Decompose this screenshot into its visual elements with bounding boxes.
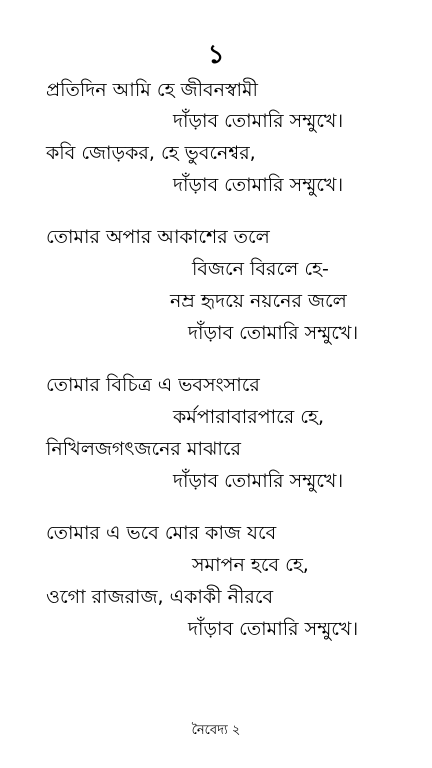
poem-line: দাঁড়াব তোমারি সম্মুখে।	[188, 322, 359, 344]
poem-line: তোমার অপার আকাশের তলে	[46, 226, 270, 248]
poem-line: সমাপন হবে হে,	[192, 554, 309, 576]
page-footer: নৈবেদ্য ২	[191, 723, 241, 738]
poem-line: দাঁড়াব তোমারি সম্মুখে।	[188, 618, 359, 640]
poem-line: তোমার বিচিত্র এ ভবসংসারে	[46, 374, 260, 396]
poem-line: প্রতিদিন আমি হে জীবনস্বামী	[46, 79, 258, 101]
poem-number: ১	[207, 40, 225, 70]
poem-line: দাঁড়াব তোমারি সম্মুখে।	[173, 174, 344, 196]
poem-line: দাঁড়াব তোমারি সম্মুখে।	[173, 110, 344, 132]
poem-line: ওগো রাজরাজ, একাকী নীরবে	[46, 586, 274, 608]
poem-line: কর্মপারাবারপারে হে,	[173, 406, 325, 428]
poem-line: নিখিলজগৎজনের মাঝারে	[46, 438, 241, 460]
poem-line: দাঁড়াব তোমারি সম্মুখে।	[173, 470, 344, 492]
poem-line: বিজনে বিরলে হে-	[192, 258, 329, 280]
poem-line: কবি জোড়কর, হে ভুবনেশ্বর,	[46, 142, 256, 164]
poem-line: তোমার এ ভবে মোর কাজ যবে	[46, 522, 277, 544]
poem-line: নম্র হৃদয়ে নয়নের জলে	[170, 290, 347, 312]
